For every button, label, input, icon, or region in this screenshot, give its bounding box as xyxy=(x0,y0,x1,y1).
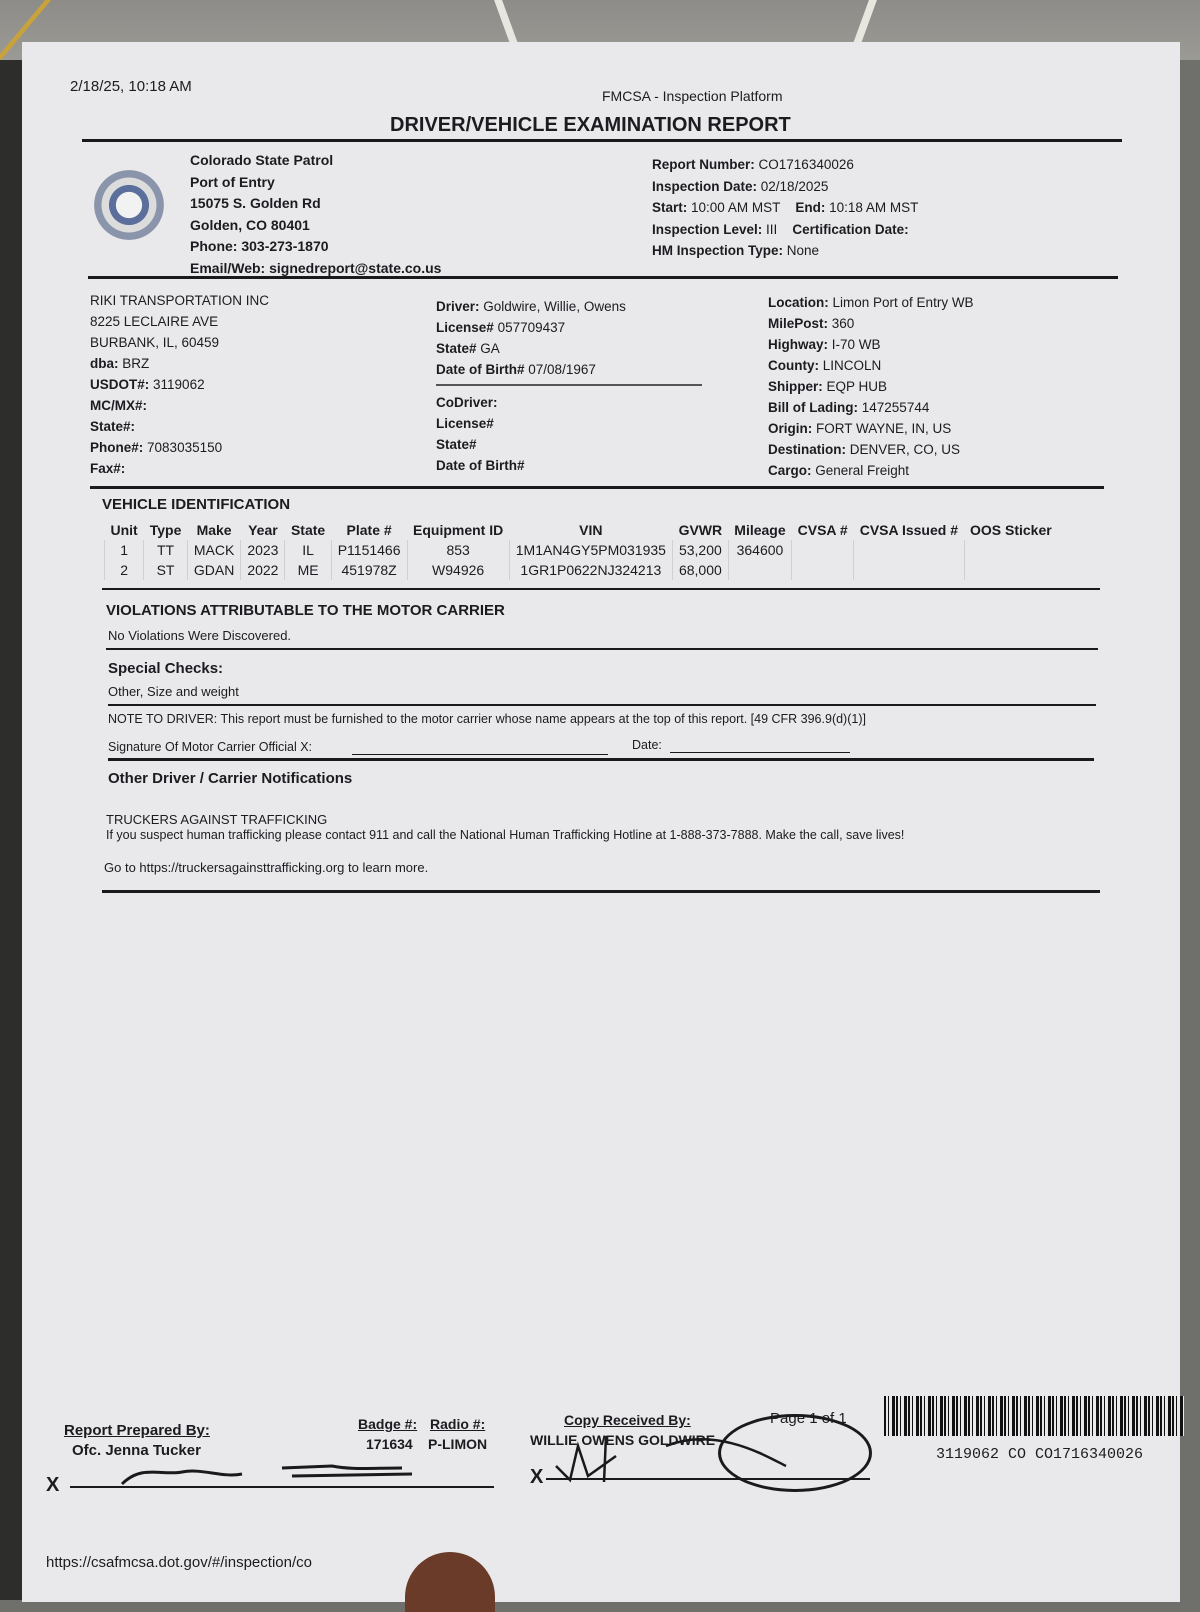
codriver-state-label: State# xyxy=(436,437,477,452)
vehicle-cell: 1GR1P0622NJ324213 xyxy=(509,560,672,580)
vehicle-col-header: Make xyxy=(196,522,232,538)
vehicle-cell xyxy=(854,560,964,580)
vehicle-table-body xyxy=(105,540,1058,580)
agency-phone: Phone: 303-273-1870 xyxy=(190,238,329,254)
end-label: End: xyxy=(795,200,826,215)
header-rule xyxy=(88,276,1118,279)
vehicle-cell: 364600 xyxy=(728,540,791,560)
license-number: 057709437 xyxy=(497,320,566,335)
license-label: License# xyxy=(436,320,494,335)
violations-text: No Violations Were Discovered. xyxy=(108,628,292,643)
bol-value: 147255744 xyxy=(861,400,930,415)
notifications-rule xyxy=(102,890,1100,893)
codriver-label: CoDriver: xyxy=(436,395,498,410)
carrier-block xyxy=(90,290,269,479)
special-checks-heading: Special Checks: xyxy=(108,660,224,677)
vehicle-cell: 53,200 xyxy=(672,540,728,560)
copy-received-label: Copy Received By: xyxy=(564,1412,691,1428)
start-label: Start: xyxy=(652,200,688,215)
shipper-value: EQP HUB xyxy=(826,379,888,394)
badge-number: 171634 xyxy=(366,1436,413,1452)
special-rule xyxy=(108,704,1096,706)
vehicle-heading: VEHICLE IDENTIFICATION xyxy=(102,496,291,513)
codriver-dob-label: Date of Birth# xyxy=(436,458,525,473)
notifications-line-1: If you suspect human trafficking please contact 911 and call the National Human Trafficking Hotline at 1-888-373-7888. Make the call, save lives! xyxy=(106,828,905,842)
bol-label: Bill of Lading: xyxy=(768,400,858,415)
vehicle-cell xyxy=(792,560,854,580)
vehicle-col-header: CVSA Issued # xyxy=(859,522,958,538)
vehicle-cell xyxy=(964,560,1058,580)
vehicle-table xyxy=(104,520,1058,580)
shipper-label: Shipper: xyxy=(768,379,823,394)
vehicle-cell: IL xyxy=(285,540,331,560)
start-time: 10:00 AM MST xyxy=(691,200,781,215)
end-time: 10:18 AM MST xyxy=(829,200,919,215)
vehicle-col-header: Year xyxy=(248,522,278,538)
driver-divider xyxy=(436,384,702,386)
vehicle-col-header: GVWR xyxy=(678,522,723,538)
agency-city: Golden, CO 80401 xyxy=(190,216,310,233)
vehicle-cell: ST xyxy=(144,560,188,580)
highway-label: Highway: xyxy=(768,337,829,352)
usdot-label: USDOT#: xyxy=(90,377,150,392)
badge-label: Badge #: xyxy=(358,1416,418,1432)
vehicle-table-header xyxy=(105,520,1058,540)
info-rule xyxy=(90,486,1104,489)
copy-received-name: WILLIE OWENS GOLDWIRE xyxy=(530,1432,716,1448)
vehicle-cell: 68,000 xyxy=(672,560,728,580)
platform-label: FMCSA - Inspection Platform xyxy=(602,88,783,104)
origin-value: FORT WAYNE, IN, US xyxy=(816,421,952,436)
vehicle-col-header: Mileage xyxy=(734,522,786,538)
report-number-label: Report Number: xyxy=(652,157,755,172)
driver-signature-x: X xyxy=(530,1466,544,1488)
dob-label: Date of Birth# xyxy=(436,362,525,377)
vehicle-col-header: OOS Sticker xyxy=(970,522,1052,538)
carrier-state-label: State#: xyxy=(90,419,136,434)
vehicle-cell: W94926 xyxy=(407,560,509,580)
page-indicator: Page 1 of 1 xyxy=(770,1410,847,1427)
report-barcode xyxy=(884,1396,1184,1436)
usdot-value: 3119062 xyxy=(153,377,205,392)
vehicle-cell: 2023 xyxy=(241,540,285,560)
highway-value: I-70 WB xyxy=(831,337,881,352)
driver-block xyxy=(436,296,702,476)
vehicle-cell: 853 xyxy=(407,540,509,560)
vehicle-rule xyxy=(102,588,1100,590)
vehicle-cell: 2 xyxy=(105,560,144,580)
vehicle-cell: ME xyxy=(285,560,331,580)
vehicle-cell: TT xyxy=(144,540,188,560)
mcmx-label: MC/MX#: xyxy=(90,398,147,413)
agency-name: Colorado State Patrol xyxy=(190,152,334,168)
hm-type: None xyxy=(786,243,820,258)
carrier-city: BURBANK, IL, 60459 xyxy=(90,335,220,350)
agency-block xyxy=(190,150,441,279)
location-block xyxy=(768,292,974,481)
driver-signature-scribble xyxy=(546,1426,796,1486)
radio-number: P-LIMON xyxy=(428,1436,488,1452)
print-timestamp: 2/18/25, 10:18 AM xyxy=(70,78,192,95)
footer-url: https://csafmcsa.dot.gov/#/inspection/co xyxy=(46,1554,312,1571)
vehicle-col-header: Unit xyxy=(110,522,138,538)
special-checks-text: Other, Size and weight xyxy=(108,684,239,699)
vehicle-col-header: State xyxy=(290,522,326,538)
carrier-fax-label: Fax#: xyxy=(90,461,126,476)
violations-rule xyxy=(106,648,1098,650)
vehicle-col-header: Equipment ID xyxy=(413,522,504,538)
cargo-value: General Freight xyxy=(815,463,910,478)
note-rule xyxy=(108,758,1094,761)
dba-value: BRZ xyxy=(122,356,150,371)
vehicle-cell xyxy=(792,540,854,560)
carrier-street: 8225 LECLAIRE AVE xyxy=(90,314,219,329)
inspection-report-sheet xyxy=(22,42,1180,1602)
carrier-signature-line[interactable] xyxy=(352,754,608,755)
report-title: DRIVER/VEHICLE EXAMINATION REPORT xyxy=(390,114,791,136)
origin-label: Origin: xyxy=(768,421,813,436)
vehicle-cell: P1151466 xyxy=(331,540,407,560)
agency-email: Email/Web: signedreport@state.co.us xyxy=(190,259,442,276)
inspection-level-label: Inspection Level: xyxy=(652,221,763,237)
milepost-value: 360 xyxy=(831,316,855,331)
officer-signature-scribble xyxy=(112,1454,422,1494)
notifications-heading: Other Driver / Carrier Notifications xyxy=(108,770,353,787)
location-label: Location: xyxy=(768,295,829,310)
inspection-date: 02/18/2025 xyxy=(760,178,829,194)
violations-heading: VIOLATIONS ATTRIBUTABLE TO THE MOTOR CARRIER xyxy=(106,602,505,619)
dba-label: dba: xyxy=(90,356,119,371)
radio-label: Radio #: xyxy=(430,1416,486,1432)
table-row xyxy=(105,560,1058,580)
carrier-name: RIKI TRANSPORTATION INC xyxy=(90,293,270,308)
certification-date-label: Certification Date: xyxy=(792,221,909,237)
hm-type-label: HM Inspection Type: xyxy=(652,243,784,258)
vehicle-cell xyxy=(854,540,964,560)
carrier-phone: 7083035150 xyxy=(147,440,223,455)
destination-label: Destination: xyxy=(768,442,847,457)
vehicle-cell xyxy=(728,560,791,580)
vehicle-cell: 1M1AN4GY5PM031935 xyxy=(509,540,672,560)
driver-signature-line[interactable] xyxy=(546,1478,870,1480)
driver-state: GA xyxy=(480,341,500,356)
inspection-level: III xyxy=(766,221,778,237)
carrier-signature-label: Signature Of Motor Carrier Official X: xyxy=(108,740,313,754)
vehicle-col-header: VIN xyxy=(579,522,603,538)
title-rule xyxy=(82,139,1122,142)
table-row xyxy=(105,540,1058,560)
notifications-org: TRUCKERS AGAINST TRAFFICKING xyxy=(106,812,328,827)
vehicle-col-header: Plate # xyxy=(346,522,392,538)
vehicle-col-header: CVSA # xyxy=(797,522,848,538)
vehicle-cell: 2022 xyxy=(241,560,285,580)
driver-name: Goldwire, Willie, Owens xyxy=(483,299,626,314)
officer-signature-x: X xyxy=(46,1474,60,1496)
carrier-phone-label: Phone#: xyxy=(90,440,144,455)
report-number: CO1716340026 xyxy=(758,157,854,172)
report-info-block xyxy=(652,154,918,262)
agency-street: 15075 S. Golden Rd xyxy=(190,195,321,211)
codriver-license-label: License# xyxy=(436,416,494,431)
state-patrol-seal-icon xyxy=(94,170,164,240)
vehicle-cell: 1 xyxy=(105,540,144,560)
county-label: County: xyxy=(768,358,819,373)
driver-label: Driver: xyxy=(436,299,480,314)
vehicle-cell: 451978Z xyxy=(331,560,407,580)
milepost-label: MilePost: xyxy=(768,316,829,331)
inspection-date-label: Inspection Date: xyxy=(652,178,758,194)
vehicle-col-header: Type xyxy=(149,522,182,538)
vehicle-cell: GDAN xyxy=(187,560,240,580)
officer-signature-line[interactable] xyxy=(70,1486,494,1488)
vehicle-cell xyxy=(964,540,1058,560)
signature-date-line[interactable] xyxy=(670,752,850,753)
destination-value: DENVER, CO, US xyxy=(849,442,961,457)
note-to-driver: NOTE TO DRIVER: This report must be furnished to the motor carrier whose name appears at the top of this report. [49 CFR 396.9(d)(1)] xyxy=(108,712,866,726)
agency-unit: Port of Entry xyxy=(190,173,275,190)
cargo-label: Cargo: xyxy=(768,463,812,478)
location-value: Limon Port of Entry WB xyxy=(832,295,974,310)
county-value: LINCOLN xyxy=(822,358,882,373)
prepared-by-label: Report Prepared By: xyxy=(64,1422,210,1439)
signature-date-label: Date: xyxy=(632,738,662,752)
prepared-by-name: Ofc. Jenna Tucker xyxy=(72,1442,201,1459)
notifications-line-2: Go to https://truckersagainsttrafficking.org to learn more. xyxy=(104,860,429,875)
vehicle-cell: MACK xyxy=(187,540,240,560)
barcode-text: 3119062 CO CO1716340026 xyxy=(936,1446,1144,1463)
driver-dob: 07/08/1967 xyxy=(528,362,596,377)
driver-state-label: State# xyxy=(436,341,477,356)
